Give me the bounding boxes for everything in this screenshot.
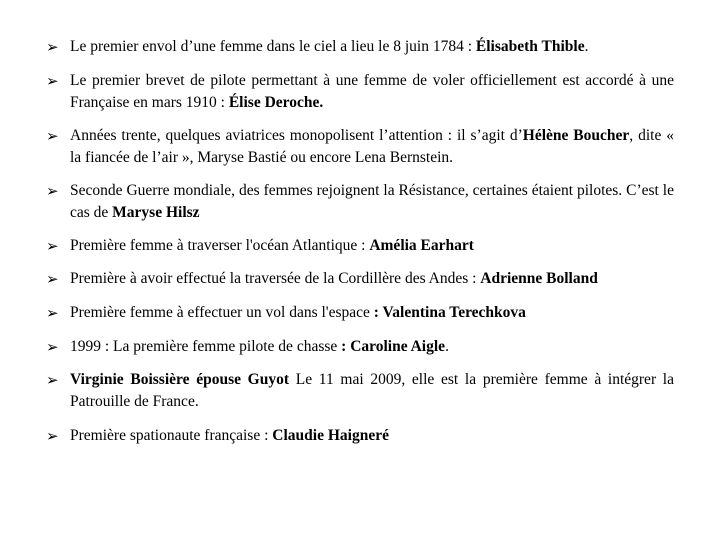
arrowhead-bullet-icon: ➢ [46,182,59,200]
item-name-bold: Amélia Earhart [369,237,474,254]
list-item [46,425,674,447]
item-text: Première femme à traverser l'océan Atlantique : [70,237,370,254]
arrowhead-bullet-icon: ➢ [46,127,59,145]
list-item [46,180,674,224]
item-text: Le 11 mai 2009, elle est la première femme à intégrer la Patrouille de France. [70,371,674,410]
arrowhead-bullet-icon: ➢ [46,237,59,255]
list-item [46,369,674,413]
item-text: Le premier envol d’une femme dans le ciel a lieu le 8 juin 1784 : [70,38,476,55]
item-text: . [584,38,589,55]
arrowhead-bullet-icon: ➢ [46,371,59,389]
arrowhead-bullet-icon: ➢ [46,270,59,288]
item-name-bold: : Caroline Aigle [341,338,446,355]
item-text: Seconde Guerre mondiale, des femmes rejoignent la Résistance, certaines étaient pilotes. C’est le cas de [70,182,674,221]
item-text: Le premier brevet de pilote permettant à une femme de voler officiellement est accordé à une Française en mars 1910 : [70,72,674,111]
item-text: Première à avoir effectué la traversée de la Cordillère des Andes : [70,270,481,287]
arrowhead-bullet-icon: ➢ [46,72,59,90]
item-text: Première femme à effectuer un vol dans l'espace [70,304,374,321]
item-text: 1999 : La première femme pilote de chasse [70,338,342,355]
item-name-bold: Maryse Hilsz [112,204,200,221]
list-item [46,70,674,114]
arrowhead-bullet-icon: ➢ [46,427,59,445]
list-item [46,268,674,290]
aviatrices-list [46,36,674,447]
item-text: , dite « la fiancée de l’air », Maryse Bastié ou encore Lena Bernstein. [70,127,674,166]
item-name-bold: : Valentina Terechkova [373,304,526,321]
item-name-bold: Élisabeth Thible [475,38,585,55]
item-text: Années trente, quelques aviatrices monopolisent l’attention : il s’agit d’ [70,127,523,144]
list-item [46,125,674,169]
item-name-bold: Élise Deroche. [228,94,324,111]
item-text: . [445,338,449,355]
list-item [46,302,674,324]
list-item [46,336,674,358]
item-name-bold: Virginie Boissière épouse Guyot [70,371,290,388]
list-item [46,235,674,257]
item-name-bold: Hélène Boucher [522,127,630,144]
item-name-bold: Adrienne Bolland [480,270,598,287]
arrowhead-bullet-icon: ➢ [46,38,59,56]
arrowhead-bullet-icon: ➢ [46,338,59,356]
arrowhead-bullet-icon: ➢ [46,304,59,322]
list-item [46,36,674,58]
item-text: Première spationaute française : [70,427,273,444]
item-name-bold: Claudie Haigneré [272,427,389,444]
